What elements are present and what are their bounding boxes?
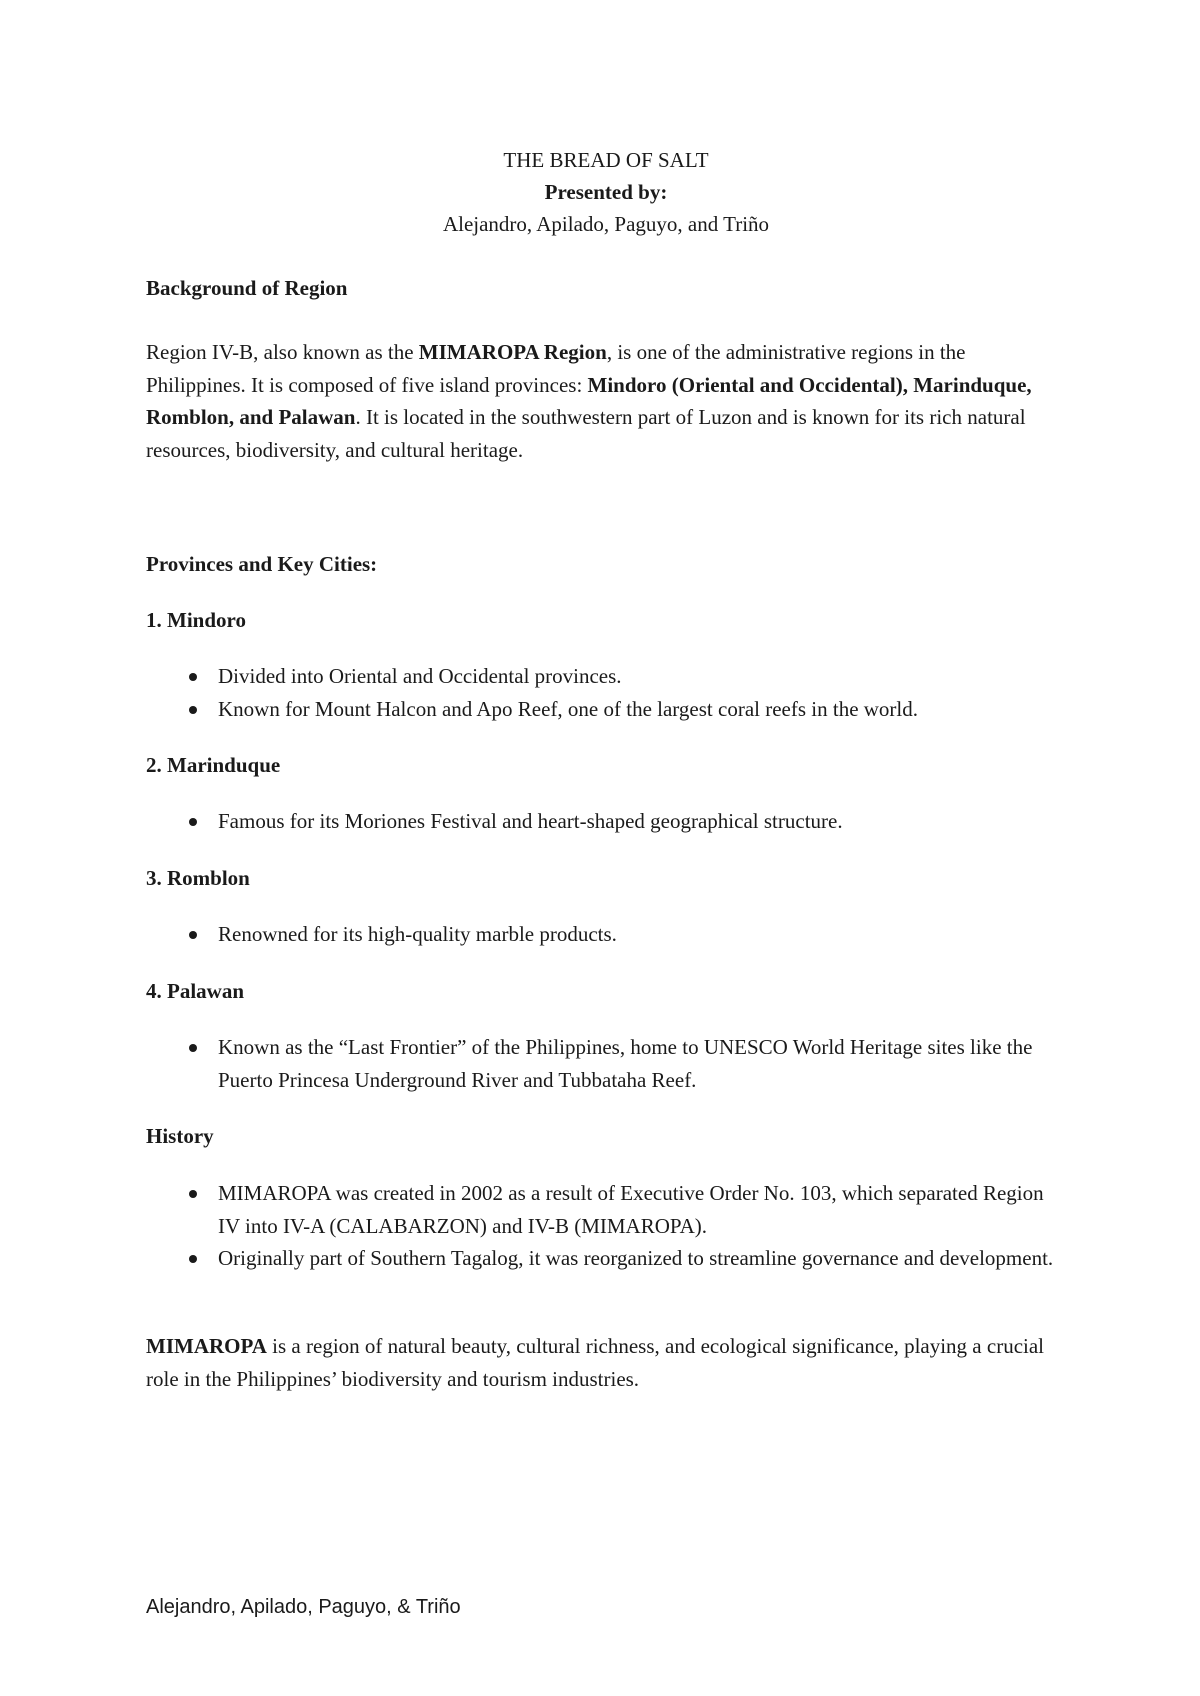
bullet-icon (189, 1044, 197, 1052)
document-page (146, 0, 1066, 1696)
document-title: THE BREAD OF SALT (503, 148, 709, 172)
closing-bold: MIMAROPA (146, 1334, 267, 1358)
list-item: Renowned for its high-quality marble products. (146, 918, 1066, 951)
background-text-1: Region IV-B, also known as the (146, 340, 419, 364)
bullet-icon (189, 706, 197, 714)
provinces-heading: Provinces and Key Cities: (146, 552, 378, 576)
provinces-list-bold: Mindoro (Oriental and Occidental), Marinduque, Romblon, and Palawan (146, 372, 1032, 429)
palawan-heading: 4. Palawan (146, 979, 245, 1003)
palawan-bullets (146, 1031, 1066, 1096)
background-text-2: , is one of the administrative regions in the Philippines. It is composed of five island provinces: (146, 340, 966, 397)
page-footer: Alejandro, Apilado, Paguyo, & Triño (146, 1596, 461, 1618)
bullet-icon (189, 931, 197, 939)
closing-paragraph (146, 1330, 1066, 1395)
bullet-icon (189, 818, 197, 826)
history-bullets (146, 1177, 1066, 1275)
mindoro-bullets (146, 660, 1066, 725)
list-item: Famous for its Moriones Festival and heart-shaped geographical structure. (146, 805, 1066, 838)
list-item: Known for Mount Halcon and Apo Reef, one of the largest coral reefs in the world. (146, 693, 1066, 726)
list-item: MIMAROPA was created in 2002 as a result of Executive Order No. 103, which separated Region IV into IV-A (CALABARZON) and IV-B (MIMAROPA). (146, 1177, 1066, 1242)
romblon-heading: 3. Romblon (146, 866, 250, 890)
marinduque-heading: 2. Marinduque (146, 753, 281, 777)
list-item: Known as the “Last Frontier” of the Philippines, home to UNESCO World Heritage sites like the Puerto Princesa Underground River and Tubbataha Reef. (146, 1031, 1066, 1096)
list-item: Divided into Oriental and Occidental provinces. (146, 660, 1066, 693)
bullet-icon (189, 1255, 197, 1263)
background-heading: Background of Region (146, 276, 348, 300)
closing-text: is a region of natural beauty, cultural richness, and ecological significance, playing a crucial role in the Philippines’ biodiversity and tourism industries. (146, 1334, 1045, 1391)
marinduque-bullets (146, 805, 1066, 838)
mindoro-heading: 1. Mindoro (146, 608, 246, 632)
list-item: Originally part of Southern Tagalog, it was reorganized to streamline governance and development. (146, 1242, 1066, 1275)
authors-line: Alejandro, Apilado, Paguyo, and Triño (442, 212, 770, 236)
background-paragraph (146, 336, 1066, 466)
presented-by-label: Presented by: (544, 180, 668, 204)
mimaropa-region-bold: MIMAROPA Region (418, 340, 607, 364)
romblon-bullets (146, 918, 1066, 951)
bullet-icon (189, 1190, 197, 1198)
history-heading: History (146, 1124, 214, 1148)
background-text-3: . It is located in the southwestern part of Luzon and is known for its rich natural resources, biodiversity, and cultural heritage. (146, 405, 1026, 462)
bullet-icon (189, 673, 197, 681)
